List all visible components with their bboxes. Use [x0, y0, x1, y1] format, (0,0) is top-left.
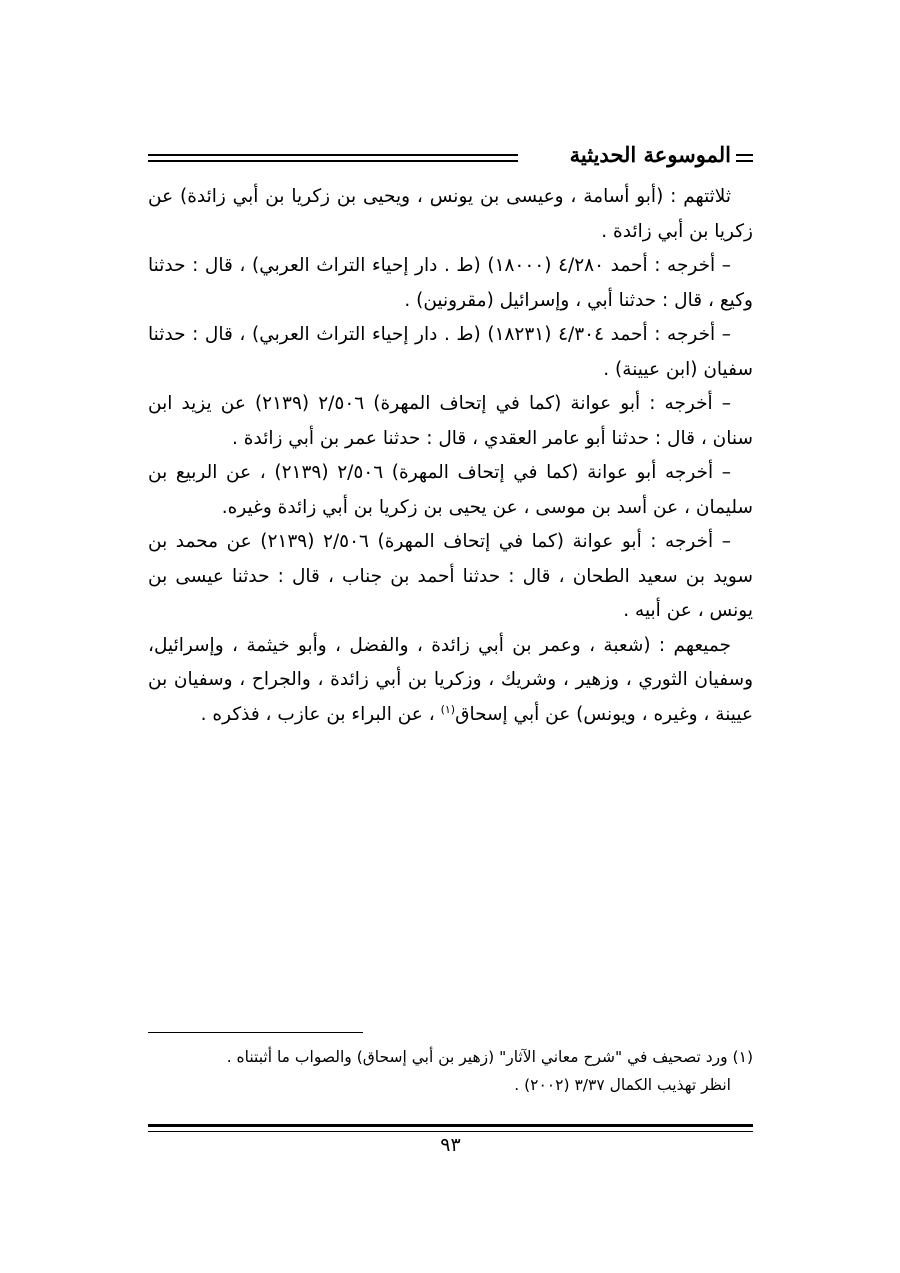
- paragraph-7-text: جميعهم : (شعبة ، وعمر بن أبي زائدة ، والفضل ، وأبو خيثمة ، وإسرائيل، وسفيان الثوري ، وزهير ، وشريك ، وزكريا بن أبي زائدة ، والجراح ، وسفيان بن عيينة ، وغيره ، ويونس) عن أبي إسحاق: [148, 634, 753, 725]
- page-header: [148, 140, 753, 176]
- paragraph-2: – أخرجه : أحمد ٤/٢٨٠ (١٨٠٠٠) (ط . دار إحياء التراث العربي) ، قال : حدثنا وكيع ، قال : حدثنا أبي ، وإسرائيل (مقرونين) .: [148, 255, 753, 311]
- paragraph-1: ثلاثتهم : (أبو أسامة ، وعيسى بن يونس ، ويحيى بن زكريا بن أبي زائدة) عن زكريا بن أبي زائدة .: [148, 186, 753, 242]
- footer-rule-thin: [148, 1131, 753, 1132]
- paragraph-7-text-end: ، عن البراء بن عازب ، فذكره .: [200, 703, 441, 725]
- footnote-line-2: انظر تهذيب الكمال ٣/٣٧ (٢٠٠٢) .: [514, 1076, 731, 1094]
- footnote-mark[interactable]: (١): [440, 702, 456, 716]
- paragraph-5: – أخرجه أبو عوانة (كما في إتحاف المهرة) ٢/٥٠٦ (٢١٣٩) ، عن الربيع بن سليمان ، عن أسد بن موسى ، عن يحيى بن زكريا بن أبي زائدة وغيره.: [148, 462, 753, 518]
- body-text: [148, 180, 753, 732]
- paragraph-4: – أخرجه : أبو عوانة (كما في إتحاف المهرة) ٢/٥٠٦ (٢١٣٩) عن يزيد ابن سنان ، قال : حدثنا أبو عامر العقدي ، قال : حدثنا عمر بن أبي زائدة .: [148, 393, 753, 449]
- paragraph-3: – أخرجه : أحمد ٤/٣٠٤ (١٨٢٣١) (ط . دار إحياء التراث العربي) ، قال : حدثنا سفيان (ابن عيينة) .: [148, 324, 753, 380]
- paragraph-6: – أخرجه : أبو عوانة (كما في إتحاف المهرة) ٢/٥٠٦ (٢١٣٩) عن محمد بن سويد بن سعيد الطحان ، قال : حدثنا أحمد بن جناب ، قال : حدثنا عيسى بن يونس ، عن أبيه .: [148, 531, 753, 621]
- header-title: الموسوعة الحديثية: [569, 142, 731, 167]
- document-page: [148, 140, 753, 1170]
- footer-rule-thick: [148, 1124, 753, 1127]
- header-rule-left: [148, 154, 518, 162]
- footnote-line-1: (١) ورد تصحيف في "شرح معاني الآثار" (زهير بن أبي إسحاق) والصواب ما أثبتناه .: [226, 1048, 753, 1066]
- footnote-separator: [148, 1032, 363, 1033]
- header-rule-right: [736, 154, 753, 162]
- paragraph-7: [148, 629, 753, 733]
- page-number: ٩٣: [440, 1134, 461, 1156]
- footnotes: [148, 1043, 753, 1099]
